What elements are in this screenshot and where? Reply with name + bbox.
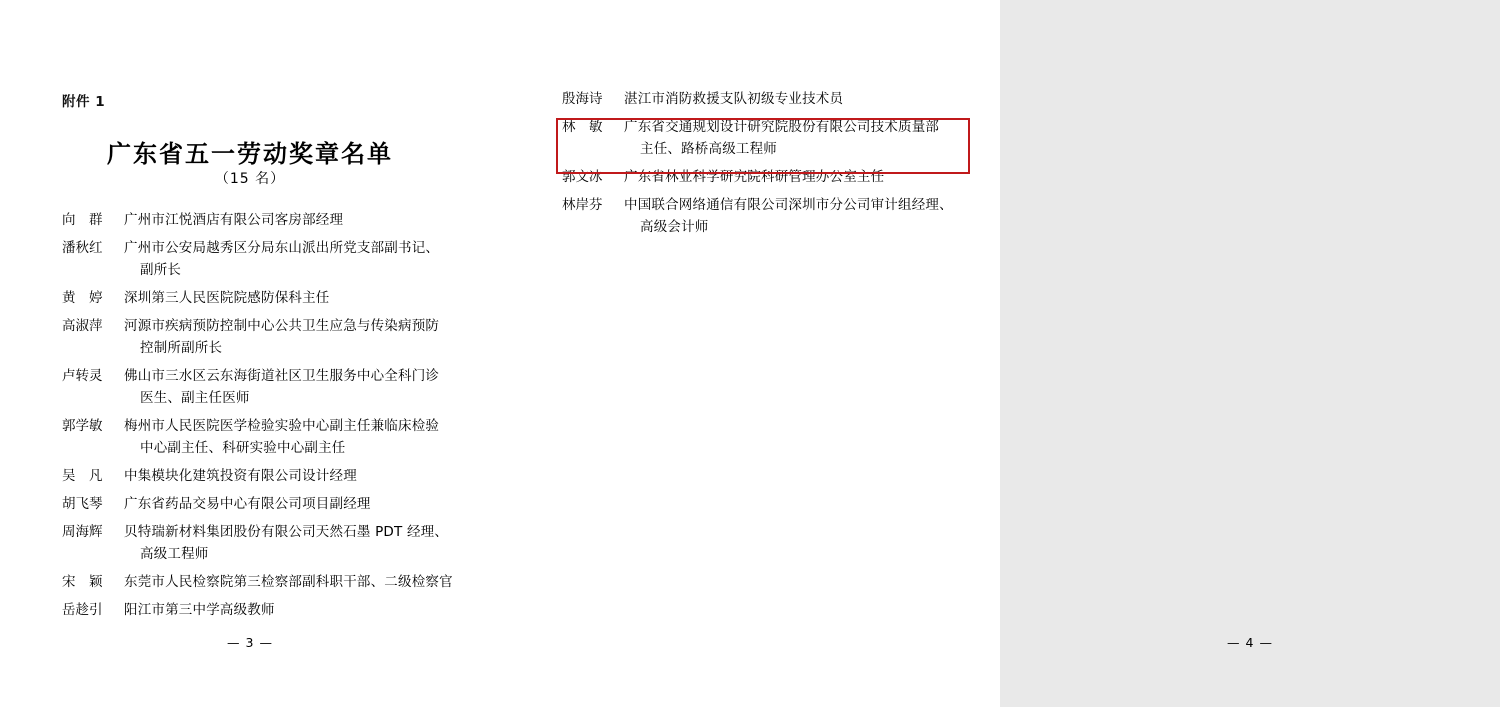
- list-item: [562, 194, 982, 238]
- entry-name: 向 群: [62, 212, 103, 228]
- entry-name: 岳趁引: [62, 602, 103, 618]
- entry-desc: 广东省林业科学研究院科研管理办公室主任: [624, 169, 885, 185]
- list-item: [62, 521, 462, 565]
- list-item: [62, 365, 462, 409]
- entry-desc: 东莞市人民检察院第三检察部副科职干部、二级检察官: [124, 574, 453, 590]
- entry-desc: 梅州市人民医院医学检验实验中心副主任兼临床检验 中心副主任、科研实验中心副主任: [124, 418, 440, 456]
- attachment-label: 附件 1: [62, 94, 106, 110]
- entry-name: 潘秋红: [62, 240, 103, 256]
- left-entry-list: [62, 209, 462, 627]
- list-item: [62, 287, 462, 309]
- entry-desc: 广东省药品交易中心有限公司项目副经理: [124, 496, 371, 512]
- entry-desc: 阳江市第三中学高级教师: [124, 602, 275, 618]
- entry-name: 林 敏: [562, 119, 603, 135]
- list-item: [62, 415, 462, 459]
- left-page: [0, 0, 500, 707]
- list-item-highlighted: [562, 116, 982, 160]
- entry-name: 吴 凡: [62, 468, 103, 484]
- list-item: [62, 599, 462, 621]
- entry-name: 高淑萍: [62, 318, 103, 334]
- entry-name: 宋 颖: [62, 574, 103, 590]
- entry-name: 林岸芬: [562, 197, 603, 213]
- list-item: [62, 237, 462, 281]
- entry-desc: 深圳第三人民医院院感防保科主任: [124, 290, 330, 306]
- entry-name: 周海辉: [62, 524, 103, 540]
- list-item: [562, 166, 982, 188]
- page-title: 广东省五一劳动奖章名单: [107, 139, 393, 168]
- list-item: [62, 493, 462, 515]
- entry-desc: 中集模块化建筑投资有限公司设计经理: [124, 468, 357, 484]
- entry-desc: 广州市江悦酒店有限公司客房部经理: [124, 212, 344, 228]
- entry-desc: 广州市公安局越秀区分局东山派出所党支部副书记、 副所长: [124, 240, 440, 278]
- entry-desc: 贝特瑞新材料集团股份有限公司天然石墨 PDT 经理、 高级工程师: [124, 524, 449, 562]
- right-entry-list: [562, 88, 982, 244]
- entry-name: 殷海诗: [562, 91, 603, 107]
- list-item: [62, 209, 462, 231]
- list-item: [562, 88, 982, 110]
- entry-desc: 佛山市三水区云东海街道社区卫生服务中心全科门诊 医生、副主任医师: [124, 368, 440, 406]
- entry-name: 郭文冰: [562, 169, 603, 185]
- page-subtitle: （15 名）: [214, 171, 286, 187]
- entry-name: 胡飞琴: [62, 496, 103, 512]
- entry-desc: 中国联合网络通信有限公司深圳市分公司审计组经理、 高级会计师: [624, 197, 953, 235]
- right-page: [500, 0, 1273, 707]
- entry-desc: 广东省交通规划设计研究院股份有限公司技术质量部 主任、路桥高级工程师: [624, 119, 940, 157]
- list-item: [62, 465, 462, 487]
- entry-name: 郭学敏: [62, 418, 103, 434]
- page-number-left: — 3 —: [227, 635, 273, 650]
- entry-desc: 河源市疾病预防控制中心公共卫生应急与传染病预防 控制所副所长: [124, 318, 440, 356]
- page-number-right: — 4 —: [1227, 635, 1273, 650]
- list-item: [62, 315, 462, 359]
- entry-name: 黄 婷: [62, 290, 103, 306]
- entry-desc: 湛江市消防救援支队初级专业技术员: [624, 91, 844, 107]
- list-item: [62, 571, 462, 593]
- entry-name: 卢转灵: [62, 368, 103, 384]
